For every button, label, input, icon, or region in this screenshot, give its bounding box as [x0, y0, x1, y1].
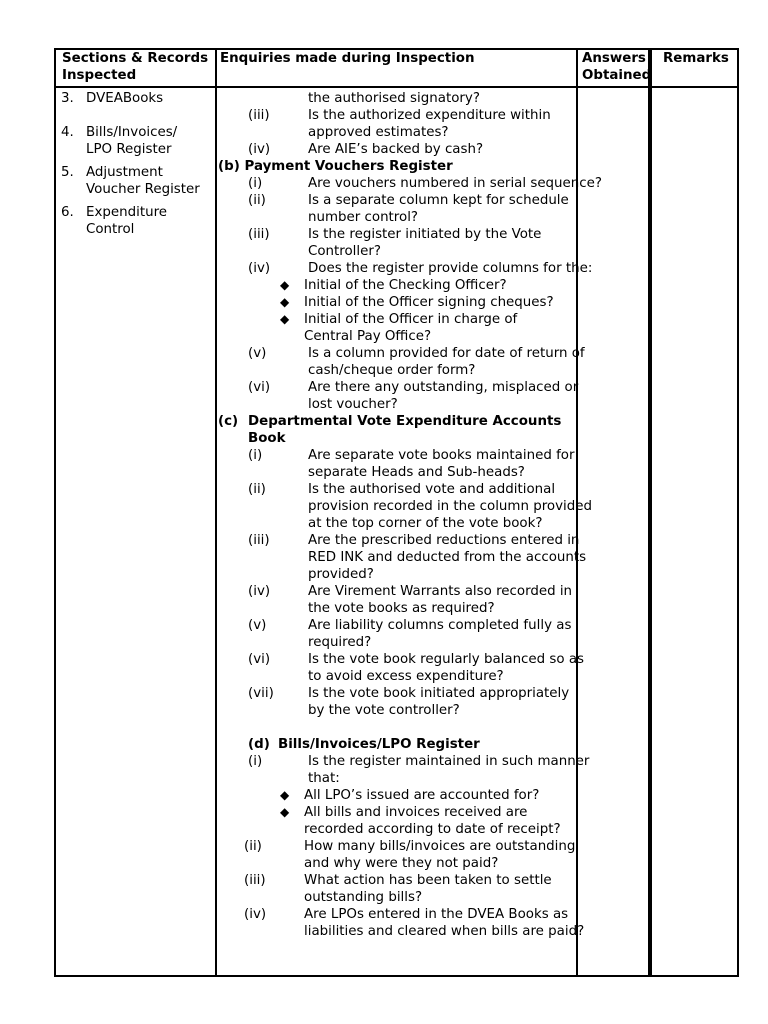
roman-numeral [218, 362, 308, 379]
roman-numeral: (vi) [248, 380, 271, 395]
enquiries-column [218, 90, 602, 940]
inspection-table [54, 48, 739, 977]
enquiry-line [218, 243, 580, 260]
record-number: 3. [61, 91, 74, 106]
enquiry-text: the authorised signatory? [308, 91, 480, 106]
enquiry-line [218, 651, 585, 668]
enquiry-text: Is a column provided for date of return of [308, 346, 585, 361]
enquiry-text: Controller? [308, 244, 381, 259]
enquiry-line [218, 209, 580, 226]
header-answers-line: Obtained [582, 68, 652, 83]
roman-numeral [218, 464, 308, 481]
bullet-line [218, 821, 580, 838]
roman-numeral [218, 889, 304, 906]
enquiry-line [218, 141, 580, 158]
enquiry-line [218, 685, 580, 702]
section-label: (d) [248, 737, 270, 752]
enquiry-text: cash/cheque order form? [308, 363, 476, 378]
header-sections [62, 50, 212, 84]
record-text [86, 204, 213, 238]
roman-numeral [218, 498, 308, 515]
enquiry-line [218, 668, 580, 685]
enquiry-text: Are Virement Warrants also recorded in [308, 584, 573, 599]
enquiry-line [218, 566, 580, 583]
enquiry-line [218, 260, 593, 277]
record-line: Adjustment [86, 165, 163, 180]
enquiry-text: at the top corner of the vote book? [308, 516, 543, 531]
enquiry-line [218, 124, 580, 141]
column-divider [215, 50, 217, 975]
enquiry-text: that: [308, 771, 340, 786]
roman-numeral: (ii) [244, 839, 262, 854]
enquiry-text: outstanding bills? [304, 890, 423, 905]
enquiry-line [218, 362, 580, 379]
bullet-line [218, 787, 580, 804]
section-c-title [218, 413, 580, 430]
enquiry-line [218, 923, 585, 940]
bullet-spacer [280, 328, 304, 345]
record-text [86, 90, 213, 107]
roman-numeral [218, 634, 308, 651]
roman-numeral: (vii) [248, 686, 274, 701]
enquiry-text: provided? [308, 567, 374, 582]
record-item [61, 124, 213, 158]
roman-numeral [218, 209, 308, 226]
enquiry-text: Are AIE’s backed by cash? [308, 142, 484, 157]
enquiry-line [218, 396, 580, 413]
record-line: Control [86, 222, 135, 237]
record-number: 5. [61, 165, 74, 180]
section-d-title [218, 736, 580, 753]
record-line: LPO Register [86, 142, 172, 157]
roman-numeral [218, 923, 304, 940]
record-line: Voucher Register [86, 182, 200, 197]
enquiry-text: Are the prescribed reductions entered in [308, 533, 580, 548]
roman-numeral: (v) [248, 346, 267, 361]
section-title-text: Departmental Vote Expenditure Accounts [248, 414, 562, 429]
enquiry-text: Are there any outstanding, misplaced or [308, 380, 579, 395]
enquiry-text: Is the register maintained in such manner [308, 754, 590, 769]
bullet-text: Initial of the Checking Officer? [304, 278, 507, 293]
enquiry-line [218, 532, 580, 549]
enquiry-text: RED INK and deducted from the accounts [308, 550, 587, 565]
diamond-bullet-icon: ◆ [280, 295, 290, 309]
enquiry-text: number control? [308, 210, 419, 225]
section-c-title [218, 430, 580, 447]
roman-numeral: (iii) [248, 227, 270, 242]
enquiry-line [218, 753, 590, 770]
enquiry-line [218, 90, 580, 107]
bullet-text: Initial of the Officer in charge of [304, 312, 518, 327]
enquiry-line [218, 481, 580, 498]
enquiry-text: Is the register initiated by the Vote [308, 227, 542, 242]
bullet-text: All LPO’s issued are accounted for? [304, 788, 540, 803]
bullet-line [218, 277, 580, 294]
roman-numeral: (iv) [248, 142, 271, 157]
roman-numeral: (iii) [244, 873, 266, 888]
header-divider [56, 86, 737, 88]
enquiry-text: required? [308, 635, 372, 650]
roman-numeral [218, 396, 308, 413]
record-number: 4. [61, 125, 74, 140]
enquiry-text: the vote books as required? [308, 601, 495, 616]
enquiry-text: approved estimates? [308, 125, 449, 140]
enquiry-text: What action has been taken to settle [304, 873, 552, 888]
roman-numeral: (i) [248, 176, 263, 191]
bullet-text: recorded according to date of receipt? [304, 822, 561, 837]
enquiry-line [218, 770, 580, 787]
enquiry-text: Is the authorized expenditure within [308, 108, 551, 123]
enquiry-line [218, 175, 602, 192]
diamond-bullet-icon: ◆ [280, 788, 290, 802]
section-title-text: Book [248, 431, 286, 446]
diamond-bullet-icon: ◆ [280, 805, 290, 819]
record-item [61, 204, 213, 238]
enquiry-text: How many bills/invoices are outstanding [304, 839, 576, 854]
roman-numeral: (ii) [248, 193, 266, 208]
roman-numeral [218, 855, 304, 872]
roman-numeral: (iv) [248, 261, 271, 276]
enquiry-line [218, 498, 592, 515]
enquiry-line [218, 379, 580, 396]
header-remarks: Remarks [663, 51, 729, 66]
roman-numeral [218, 90, 308, 107]
column-divider [650, 50, 652, 975]
enquiry-line [218, 838, 580, 855]
header-sections-line: Sections & Records [62, 51, 209, 66]
enquiry-text: by the vote controller? [308, 703, 460, 718]
section-label [218, 430, 248, 447]
enquiry-line [218, 855, 580, 872]
roman-numeral: (iv) [248, 584, 271, 599]
roman-numeral: (iii) [248, 108, 270, 123]
roman-numeral: (ii) [248, 482, 266, 497]
diamond-bullet-icon: ◆ [280, 278, 290, 292]
roman-numeral [218, 702, 308, 719]
enquiry-line [218, 549, 587, 566]
bullet-text: All bills and invoices received are [304, 805, 528, 820]
record-line: Bills/Invoices/ [86, 125, 178, 140]
roman-numeral [218, 124, 308, 141]
roman-numeral [218, 549, 308, 566]
header-sections-line: Inspected [62, 68, 137, 83]
section-label: (c) [218, 414, 239, 429]
roman-numeral: (vi) [248, 652, 271, 667]
enquiry-text: Is the vote book regularly balanced so as [308, 652, 585, 667]
enquiry-text: Are separate vote books maintained for [308, 448, 575, 463]
roman-numeral [218, 515, 308, 532]
enquiry-text: Are LPOs entered in the DVEA Books as [304, 907, 569, 922]
record-line: Expenditure [86, 205, 168, 220]
enquiry-line [218, 192, 580, 209]
record-text [86, 164, 213, 198]
enquiry-text: Are liability columns completed fully as [308, 618, 572, 633]
roman-numeral: (iv) [244, 907, 267, 922]
enquiry-line [218, 906, 580, 923]
enquiry-line [218, 464, 580, 481]
roman-numeral [218, 243, 308, 260]
section-title-text: Bills/Invoices/LPO Register [278, 737, 480, 752]
enquiry-line [218, 872, 580, 889]
record-number: 6. [61, 205, 74, 220]
roman-numeral [218, 668, 308, 685]
enquiry-line [218, 583, 580, 600]
enquiry-line [218, 889, 580, 906]
record-text [86, 124, 213, 158]
enquiry-text: to avoid excess expenditure? [308, 669, 504, 684]
roman-numeral: (i) [248, 448, 263, 463]
diamond-bullet-icon: ◆ [280, 312, 290, 326]
enquiry-line [218, 617, 580, 634]
bullet-text: Central Pay Office? [304, 329, 432, 344]
header-enquiries: Enquiries made during Inspection [220, 51, 475, 66]
enquiry-line [218, 107, 580, 124]
bullet-line [218, 804, 580, 821]
enquiry-text: Is the vote book initiated appropriately [308, 686, 570, 701]
enquiry-line [218, 515, 580, 532]
records-column [61, 90, 213, 238]
enquiry-text: lost voucher? [308, 397, 398, 412]
enquiry-text: separate Heads and Sub-heads? [308, 465, 525, 480]
bullet-spacer [280, 821, 304, 838]
roman-numeral: (i) [248, 754, 263, 769]
bullet-line [218, 311, 580, 328]
enquiry-text: liabilities and cleared when bills are paid? [304, 924, 585, 939]
enquiry-line [218, 226, 580, 243]
enquiry-line [218, 447, 580, 464]
enquiry-line [218, 345, 585, 362]
roman-numeral [218, 566, 308, 583]
roman-numeral [218, 770, 308, 787]
enquiry-text: Is a separate column kept for schedule [308, 193, 569, 208]
spacer [218, 719, 580, 736]
enquiry-text: and why were they not paid? [304, 856, 499, 871]
enquiry-text: provision recorded in the column provided [308, 499, 592, 514]
bullet-text: Initial of the Officer signing cheques? [304, 295, 554, 310]
roman-numeral: (iii) [248, 533, 270, 548]
roman-numeral [218, 600, 308, 617]
header-answers [582, 50, 652, 84]
bullet-line [218, 328, 580, 345]
record-item [61, 164, 213, 198]
bullet-line [218, 294, 580, 311]
enquiry-text: Is the authorised vote and additional [308, 482, 556, 497]
enquiry-text: Does the register provide columns for the: [308, 261, 593, 276]
section-b-title: (b) Payment Vouchers Register [218, 159, 453, 174]
enquiry-text: Are vouchers numbered in serial sequence? [308, 176, 602, 191]
enquiry-line [218, 702, 580, 719]
enquiry-line [218, 634, 580, 651]
enquiry-line [218, 600, 580, 617]
roman-numeral: (v) [248, 618, 267, 633]
record-line: DVEABooks [86, 91, 164, 106]
record-item [61, 90, 213, 107]
header-answers-line: Answers [582, 51, 646, 66]
